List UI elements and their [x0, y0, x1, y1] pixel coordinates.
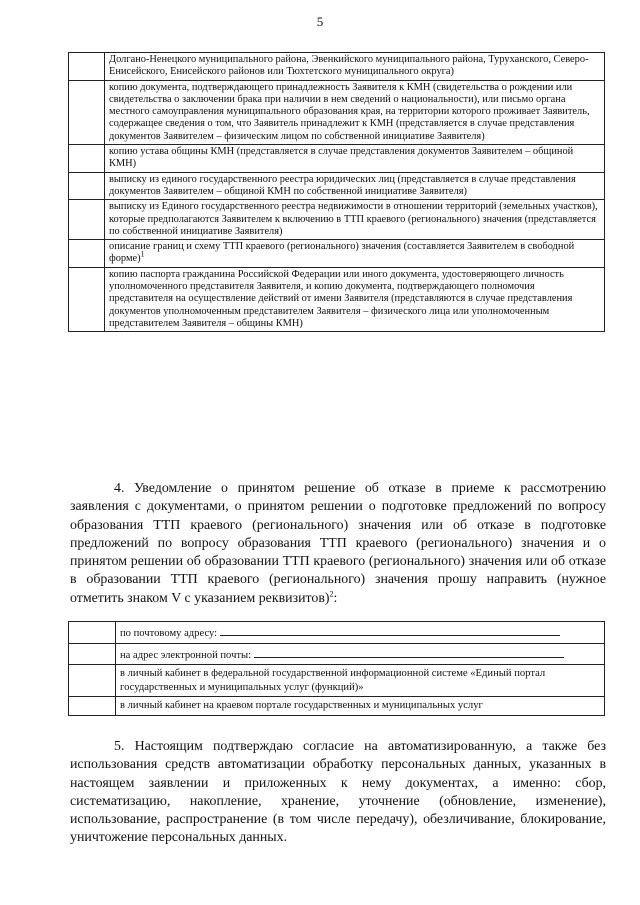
- delivery-method-table: [68, 621, 605, 716]
- table-row: [69, 697, 605, 716]
- document-item-text: описание границ и схему ТТП краевого (регионального) значения (составляется Заявителем в свободной форме): [109, 241, 575, 265]
- table-row: [69, 622, 605, 644]
- table-row: [69, 200, 605, 240]
- checkbox-cell[interactable]: [69, 697, 116, 716]
- table-row: [69, 240, 605, 268]
- delivery-option-label: на адрес электронной почты:: [120, 649, 252, 661]
- checkbox-cell[interactable]: [69, 665, 116, 697]
- checkbox-cell[interactable]: [69, 200, 105, 240]
- paragraph-5: 5. Настоящим подтверждаю согласие на автоматизированную, а также без использования средств автоматизации обработку персональных данных, указанных в настоящем заявлении и приложенных к нему документах, а именно: сбор, систематизацию, накопление, хранение, уточнение (обновление, изменение), использование, распространение (в том числе передачу), обезличивание, блокирование, уничтожение персональных данных.: [70, 739, 606, 846]
- delivery-option: в личный кабинет в федеральной государственной информационной системе «Единый портал государственных и муниципальных услуг (функций)»: [116, 665, 605, 697]
- delivery-option: [116, 643, 605, 665]
- document-item: [105, 240, 605, 268]
- document-item: выписку из единого государственного реестра юридических лиц (представляется в случае представления документов Заявителем – общиной КМН по собственной инициативе Заявителя): [105, 172, 605, 200]
- delivery-option: [116, 622, 605, 644]
- table-row: [69, 172, 605, 200]
- paragraph-4-tail: :: [333, 590, 338, 606]
- table-row: [69, 53, 605, 81]
- postal-address-field[interactable]: [220, 624, 560, 636]
- document-item: копию паспорта гражданина Российской Федерации или иного документа, удостоверяющего личность уполномоченного представителя Заявителя, и копию документа, подтверждающего полномочия представителя на осуществление действий от имени Заявителя (представляются в случае представления документов уполномоченным представителем Заявителя – физического лица или уполномоченным представителем Заявителя – общины КМН): [105, 267, 605, 331]
- checkbox-cell[interactable]: [69, 53, 105, 81]
- document-item: Долгано-Ненецкого муниципального района, Эвенкийского муниципального района, Туруханского, Северо-Енисейского, Енисейского районов или Тюхтетского муниципального округа): [105, 53, 605, 81]
- checkbox-cell[interactable]: [69, 240, 105, 268]
- checkbox-cell[interactable]: [69, 267, 105, 331]
- checkbox-cell[interactable]: [69, 145, 105, 173]
- documents-table: [68, 52, 605, 332]
- checkbox-cell[interactable]: [69, 80, 105, 144]
- table-row: [69, 643, 605, 665]
- document-item: копию устава общины КМН (представляется в случае представления документов Заявителем – общиной КМН): [105, 145, 605, 173]
- footnote-mark: 1: [140, 249, 145, 259]
- checkbox-cell[interactable]: [69, 622, 116, 644]
- page-number: 5: [316, 14, 324, 29]
- footnote-mark: 2: [329, 589, 334, 599]
- checkbox-cell[interactable]: [69, 643, 116, 665]
- document-item: выписку из Единого государственного реестра недвижимости в отношении территорий (земельных участков), которые предполагаются Заявителем к включению в ТТП краевого (регионального) значения (представляется по собственной инициативе Заявителя): [105, 200, 605, 240]
- email-field[interactable]: [254, 646, 564, 658]
- document-item: копию документа, подтверждающего принадлежность Заявителя к КМН (свидетельства о рождении или свидетельства о заключении брака при наличии в нем сведений о национальности), или письмо органа местного самоуправления муниципального образования края, на территории которого проживает Заявитель, содержащее сведения о том, что Заявитель принадлежит к КМН (представляется в случае представления документов Заявителем – физическим лицом по собственной инициативе Заявителя): [105, 80, 605, 144]
- paragraph-4-text: 4. Уведомление о принятом решение об отказе в приеме к рассмотрению заявления с документами, о принятом решении о подготовке предложений по вопросу образования ТТП краевого (регионального) значения или об отказе в подготовке предложений по вопросу образования ТТП краевого (регионального) значения и о принятом решении об образовании ТТП краевого (регионального) значения или об отказе в образовании ТТП краевого (регионального) значения прошу направить (нужное отметить знаком V с указанием реквизитов): [70, 481, 606, 606]
- delivery-option-label: по почтовому адресу:: [120, 628, 218, 639]
- paragraph-4: [70, 480, 606, 608]
- table-row: [69, 80, 605, 144]
- table-row: [69, 145, 605, 173]
- delivery-option: в личный кабинет на краевом портале государственных и муниципальных услуг: [116, 697, 605, 716]
- table-row: [69, 267, 605, 331]
- checkbox-cell[interactable]: [69, 172, 105, 200]
- table-row: [69, 665, 605, 697]
